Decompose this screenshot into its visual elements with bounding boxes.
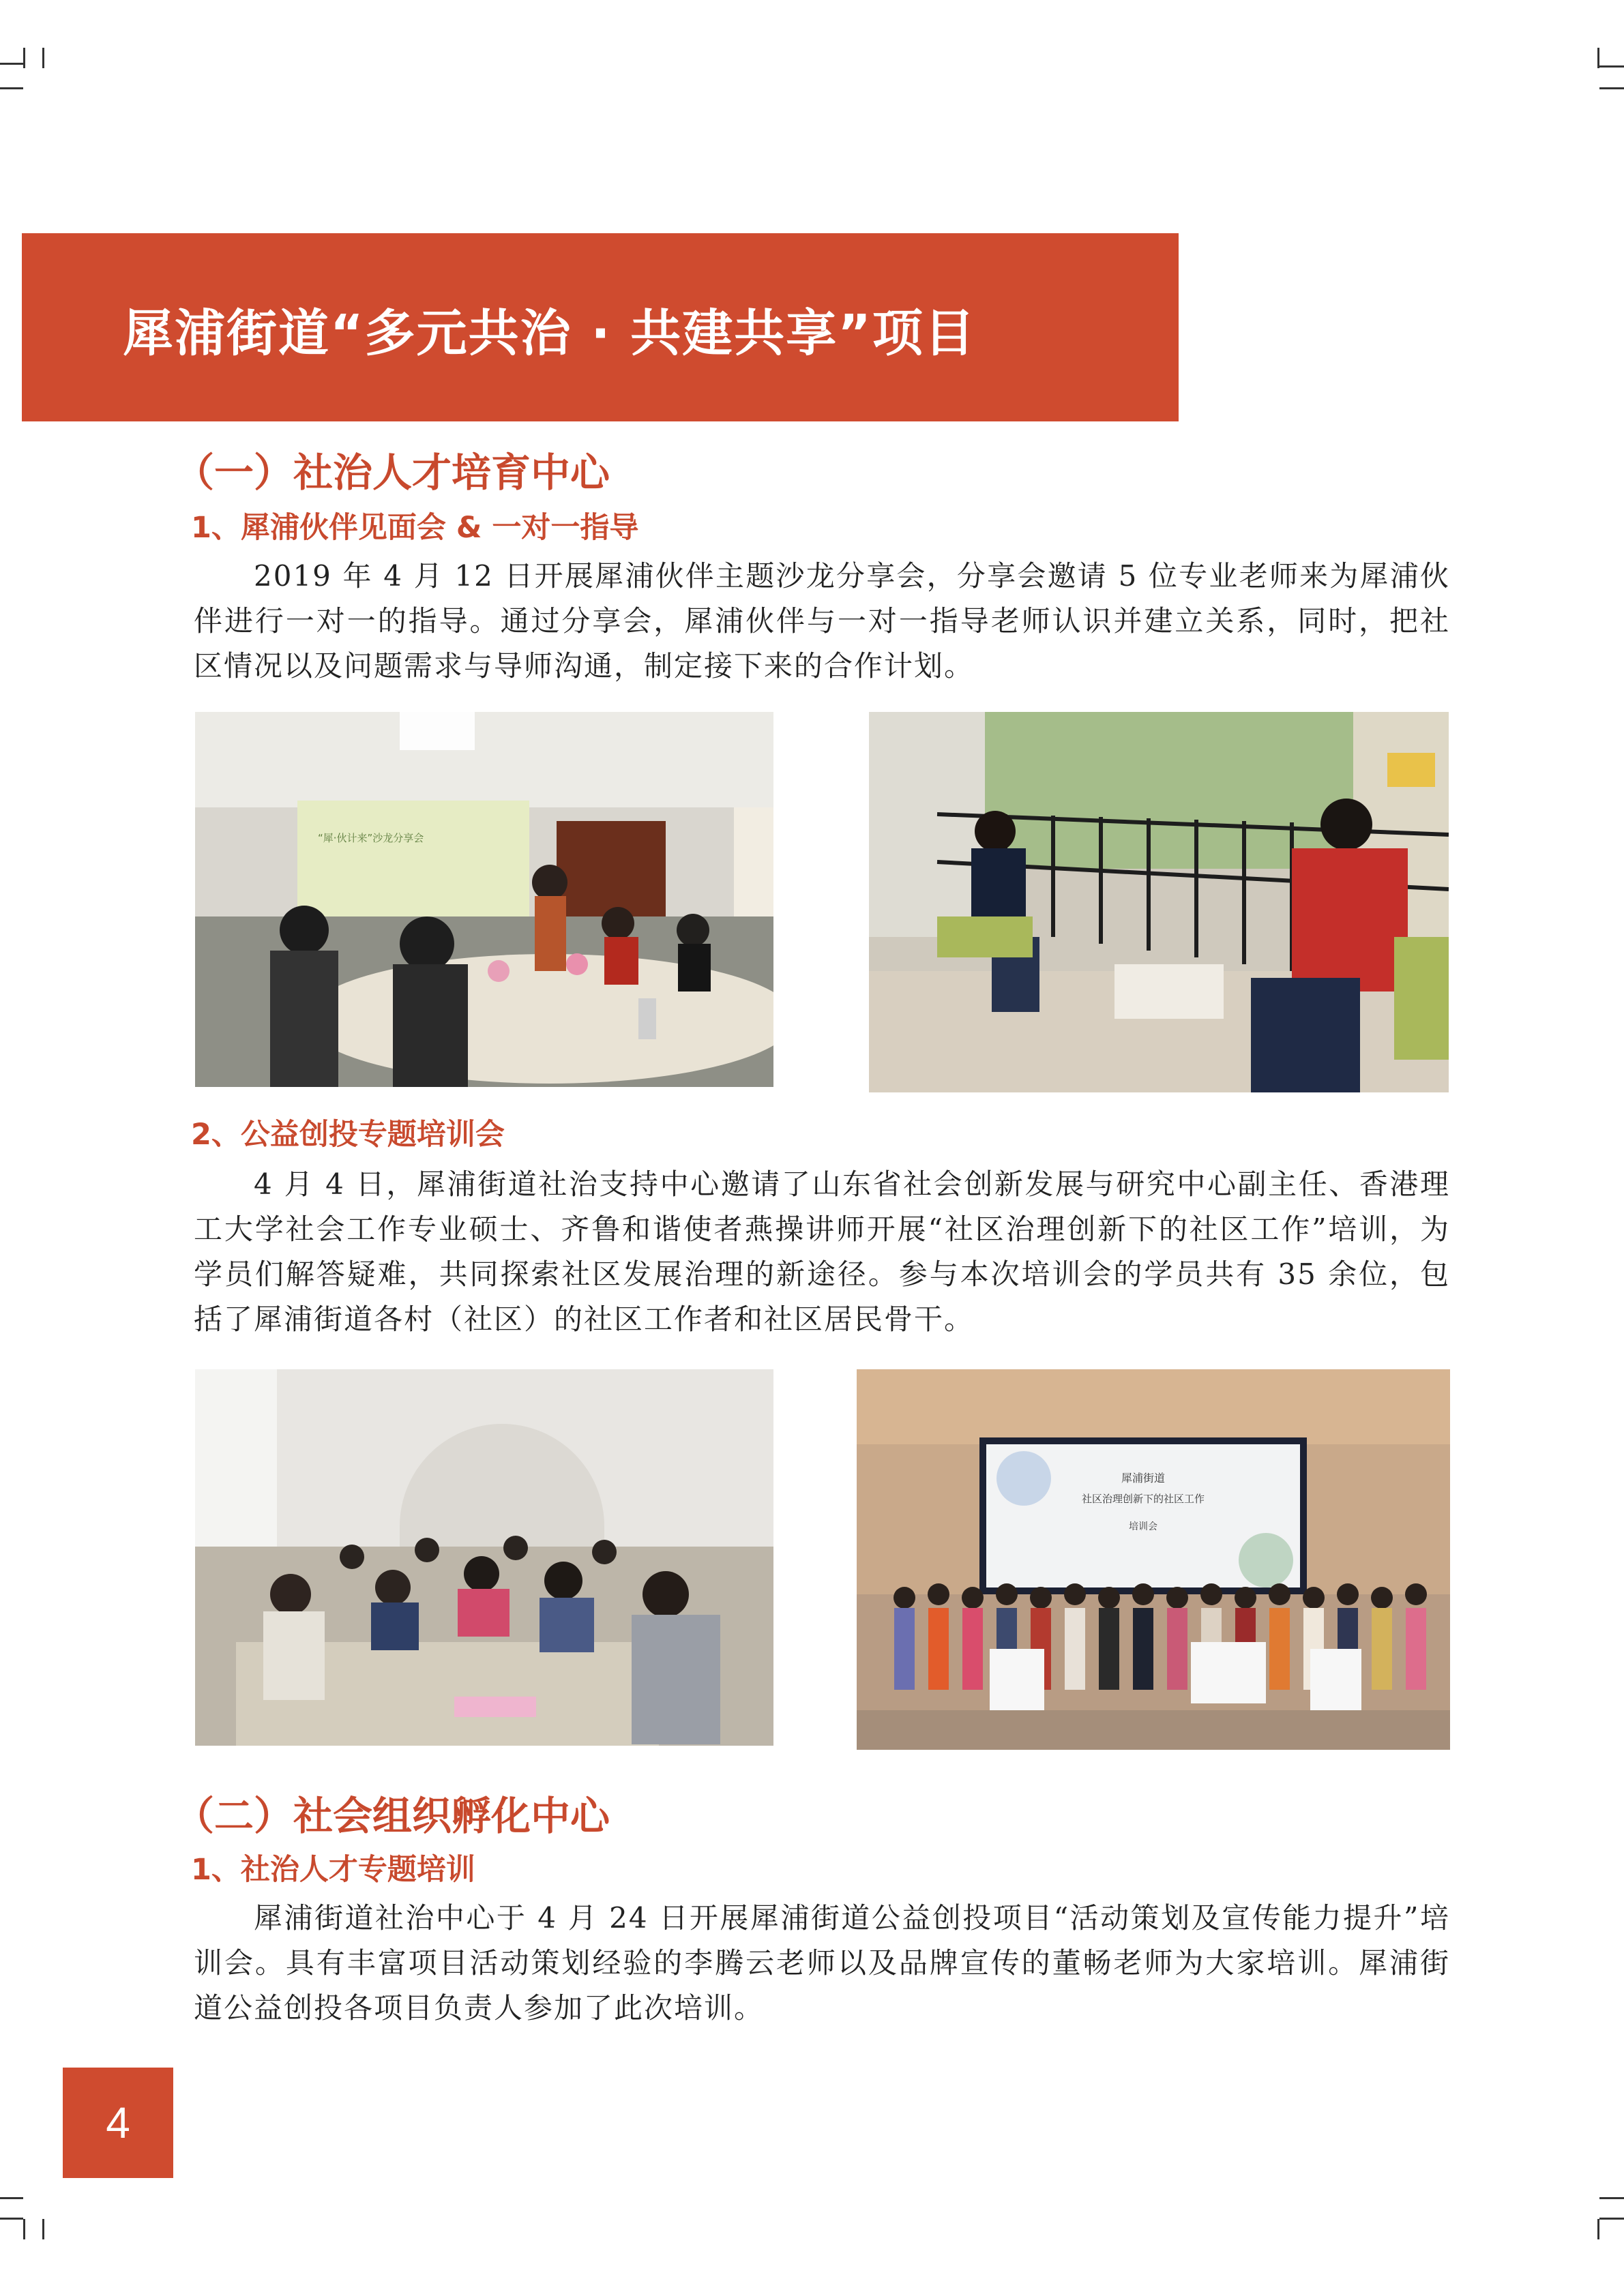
screen-title-line3: 培训会 xyxy=(1129,1521,1157,1532)
screen-title-line1: 犀浦街道 xyxy=(1121,1472,1166,1485)
title-banner xyxy=(22,233,1179,421)
crop-mark xyxy=(42,2219,44,2239)
page-title: 犀浦街道“多元共治 · 共建共享”项目 xyxy=(123,304,976,363)
subsection-heading: 1、犀浦伙伴见面会 & 一对一指导 xyxy=(191,511,639,545)
crop-mark xyxy=(1599,65,1624,68)
crop-mark xyxy=(1599,2218,1624,2220)
paragraph: 2019 年 4 月 12 日开展犀浦伙伴主题沙龙分享会，分享会邀请 5 位专业老师来为犀浦伙伴进行一对一的指导。通过分享会，犀浦伙伴与一对一指导老师认识并建立关系，同时，把社区情况以及问题需求与导师沟通，制定接下来的合作计划。 xyxy=(194,559,1450,683)
photo-training-session xyxy=(195,1369,773,1746)
section-heading: （一）社治人才培育中心 xyxy=(175,449,610,496)
page-number: 4 xyxy=(106,2098,130,2147)
subsection-heading: 2、公益创投专题培训会 xyxy=(191,1118,505,1152)
crop-mark xyxy=(0,2197,23,2199)
screen-title-line2: 社区治理创新下的社区工作 xyxy=(1081,1493,1205,1505)
crop-mark xyxy=(0,63,23,65)
crop-mark xyxy=(23,2219,25,2239)
crop-mark xyxy=(42,48,44,68)
subsection-heading: 1、社治人才专题培训 xyxy=(191,1853,475,1887)
crop-mark xyxy=(0,87,23,89)
crop-mark xyxy=(1597,2219,1599,2239)
paragraph: 犀浦街道社治中心于 4 月 24 日开展犀浦街道公益创投项目“活动策划及宣传能力提升”培训会。具有丰富项目活动策划经验的李腾云老师以及品牌宣传的董畅老师为大家培训。犀浦街道公益创投各项目负责人参加了此次培训。 xyxy=(194,1901,1450,2025)
paragraph: 4 月 4 日，犀浦街道社治支持中心邀请了山东省社会创新发展与研究中心副主任、香港理工大学社会工作专业硕士、齐鲁和谐使者燕操讲师开展“社区治理创新下的社区工作”培训，为学员们解答疑难，共同探索社区发展治理的新途径。参与本次培训会的学员共有 35 余位，包括了犀浦街道各村（社区）的社区工作者和社区居民骨干。 xyxy=(194,1167,1450,1336)
photo-group xyxy=(857,1369,1450,1750)
page-number-box xyxy=(63,2068,173,2178)
crop-mark xyxy=(1599,87,1624,89)
screen-text: “犀·伙计来”沙龙分享会 xyxy=(318,832,424,844)
crop-mark xyxy=(23,48,25,68)
section-heading: （二）社会组织孵化中心 xyxy=(175,1793,610,1839)
photo-salon-meeting xyxy=(195,712,773,1087)
photo-one-on-one xyxy=(869,712,1449,1092)
crop-mark xyxy=(0,2218,23,2220)
crop-mark xyxy=(1599,2197,1624,2199)
